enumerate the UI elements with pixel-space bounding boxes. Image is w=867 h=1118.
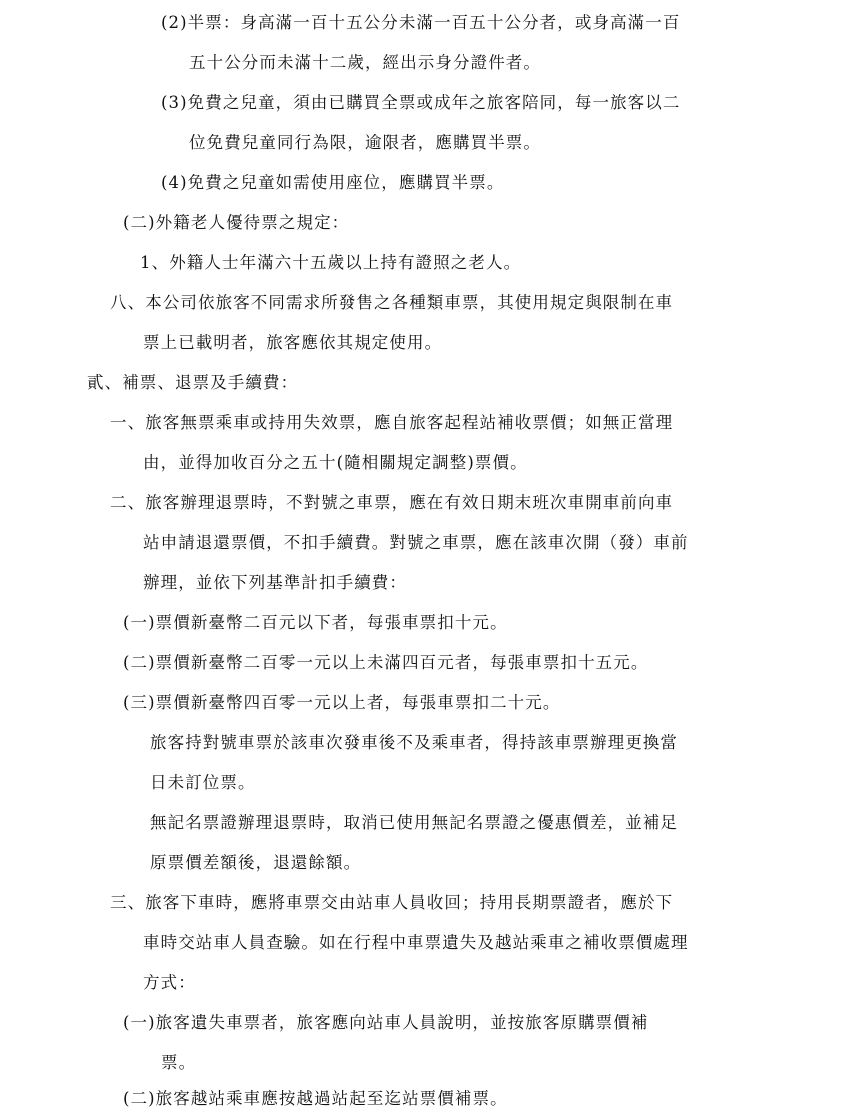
text-line: 由，並得加收百分之五十(隨相關規定調整)票價。 <box>143 453 528 472</box>
section-heading: 貳、補票、退票及手續費： <box>87 373 299 392</box>
text-line: (2)半票：身高滿一百十五公分未滿一百五十公分者，或身高滿一百 <box>161 13 681 32</box>
text-line: 五十公分而未滿十二歲，經出示身分證件者。 <box>189 53 541 72</box>
text-line: 無記名票證辦理退票時，取消已使用無記名票證之優惠價差，並補足 <box>150 813 678 832</box>
text-line: 票上已載明者，旅客應依其規定使用。 <box>143 333 443 352</box>
text-line: (3)免費之兒童，須由已購買全票或成年之旅客陪同，每一旅客以二 <box>161 93 681 112</box>
text-line: 八、本公司依旅客不同需求所發售之各種類車票，其使用規定與限制在車 <box>110 293 674 312</box>
text-line: 三、旅客下車時，應將車票交由站車人員收回；持用長期票證者，應於下 <box>110 893 674 912</box>
text-line: 票。 <box>161 1053 197 1072</box>
text-line: 辦理，並依下列基準計扣手續費： <box>143 573 407 592</box>
text-line: 原票價差額後，退還餘額。 <box>150 853 362 872</box>
text-line: (二)旅客越站乘車應按越過站起至迄站票價補票。 <box>123 1089 508 1108</box>
text-line: 1、外籍人士年滿六十五歲以上持有證照之老人。 <box>140 253 522 272</box>
text-line: (一)票價新臺幣二百元以下者，每張車票扣十元。 <box>123 613 508 632</box>
text-line: 位免費兒童同行為限，逾限者，應購買半票。 <box>189 133 541 152</box>
text-line: 日未訂位票。 <box>150 773 256 792</box>
text-line: 二、旅客辦理退票時，不對號之車票，應在有效日期末班次車開車前向車 <box>110 493 674 512</box>
text-line: 車時交站車人員查驗。如在行程中車票遺失及越站乘車之補收票價處理 <box>143 933 689 952</box>
text-line: (二)票價新臺幣二百零一元以上未滿四百元者，每張車票扣十五元。 <box>123 653 649 672</box>
text-line: 方式： <box>143 973 196 992</box>
text-line: (二)外籍老人優待票之規定： <box>123 213 350 232</box>
text-line: (4)免費之兒童如需使用座位，應購買半票。 <box>161 173 505 192</box>
text-line: 站申請退還票價，不扣手續費。對號之車票，應在該車次開（發）車前 <box>143 533 689 552</box>
text-line: 一、旅客無票乘車或持用失效票，應自旅客起程站補收票價；如無正當理 <box>110 413 674 432</box>
text-line: 旅客持對號車票於該車次發車後不及乘車者，得持該車票辦理更換當 <box>150 733 678 752</box>
text-line: (一)旅客遺失車票者，旅客應向站車人員說明，並按旅客原購票價補 <box>123 1013 649 1032</box>
text-line: (三)票價新臺幣四百零一元以上者，每張車票扣二十元。 <box>123 693 561 712</box>
